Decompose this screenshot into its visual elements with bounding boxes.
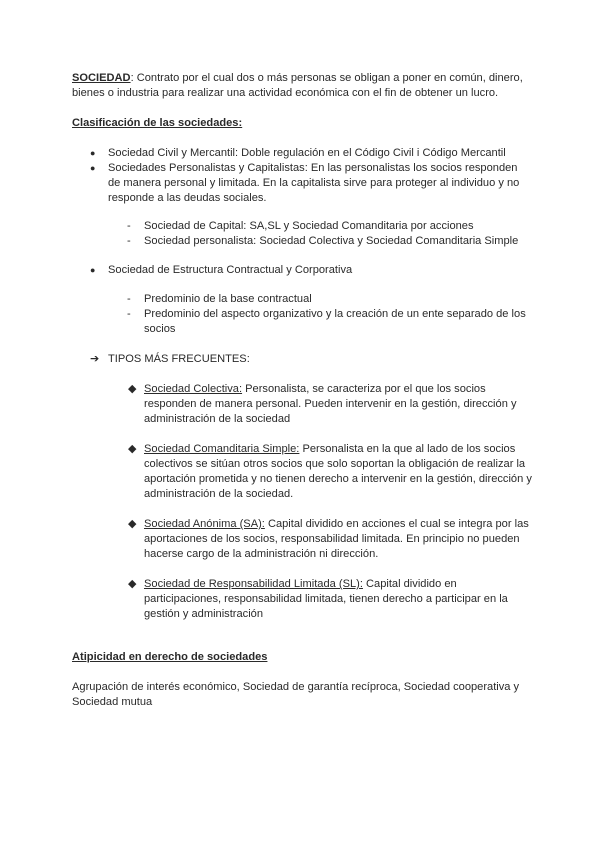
structure-sub-list [72,292,532,337]
dash-icon: - [127,308,131,320]
type-name: Sociedad de Responsabilidad Limitada (SL): [144,578,363,590]
dash-icon: - [127,235,131,247]
diamond-icon: ◆ [128,383,137,395]
diamond-icon: ◆ [128,443,137,455]
diamond-icon: ◆ [128,518,137,530]
list-item-text: Sociedad de Estructura Contractual y Corporativa [108,264,353,276]
list-item [72,161,532,206]
classification-list [72,146,532,206]
dash-icon: - [127,220,131,232]
list-item [72,219,532,234]
list-item [72,146,532,161]
type-item-comanditaria [72,442,532,502]
list-item-text: Sociedades Personalistas y Capitalistas: En las personalistas los socios responden de manera personal y limitada. En la capitalista sirve para proteger al individuo y no responde a las deudas sociales. [108,162,520,204]
type-item-colectiva [72,382,532,427]
document-page [72,71,532,710]
type-name: Sociedad Comanditaria Simple: [144,443,300,455]
type-description: Personalista, se caracteriza por el que los socios responden de manera personal. Pueden intervenir en la gestión, dirección y administración de la sociedad [144,383,517,425]
sociedad-definition: : Contrato por el cual dos o más personas se obligan a poner en común, dinero, bienes o industria para realizar una actividad económica con el fin de obtener un lucro. [72,72,523,99]
atypical-paragraph: Agrupación de interés económico, Sociedad de garantía recíproca, Sociedad cooperativa y Sociedad mutua [72,681,520,708]
capital-sub-list [72,219,532,249]
list-item [72,263,532,278]
dash-icon: - [127,293,131,305]
classification-heading: Clasificación de las sociedades: [72,117,243,129]
arrow-right-icon: ➔ [90,353,100,365]
type-description: Personalista en la que al lado de los socios colectivos se sitúan otros socios que solo soportan la obligación de realizar la aportación prometida y no tienen derecho a intervenir en la gestión, dirección y administración de la sociedad. [144,443,532,500]
type-description: Capital dividido en acciones el cual se integra por las aportaciones de los socios, responsabilidad limitada. En principio no pueden hacerse cargo de la administración ni dirección. [144,518,529,560]
list-item-text: Predominio de la base contractual [144,293,312,305]
list-item [72,234,532,249]
type-name: Sociedad Colectiva: [144,383,243,395]
type-name: Sociedad Anónima (SA): [144,518,265,530]
type-item-limitada [72,577,532,622]
frequent-types-label: TIPOS MÁS FRECUENTES: [108,353,250,365]
list-item [72,307,532,337]
structure-list [72,263,532,278]
frequent-types-list [72,382,532,622]
frequent-types-title [72,352,532,367]
bullet-icon: ● [90,148,96,158]
intro-paragraph [72,71,532,101]
diamond-icon: ◆ [128,578,137,590]
bullet-icon: ● [90,265,96,275]
list-item-text: Sociedad personalista: Sociedad Colectiva y Sociedad Comanditaria Simple [144,235,519,247]
bullet-icon: ● [90,163,96,173]
list-item-text: Predominio del aspecto organizativo y la creación de un ente separado de los socios [144,308,526,335]
atypical-heading: Atipicidad en derecho de sociedades [72,651,268,663]
sociedad-term: SOCIEDAD [72,72,131,84]
type-item-anonima [72,517,532,562]
list-item [72,292,532,307]
type-description: Capital dividido en participaciones, responsabilidad limitada, tienen derecho a participar en la gestión y administración [144,578,508,620]
list-item-text: Sociedad Civil y Mercantil: Doble regulación en el Código Civil i Código Mercantil [108,147,506,159]
list-item-text: Sociedad de Capital: SA,SL y Sociedad Comanditaria por acciones [144,220,474,232]
